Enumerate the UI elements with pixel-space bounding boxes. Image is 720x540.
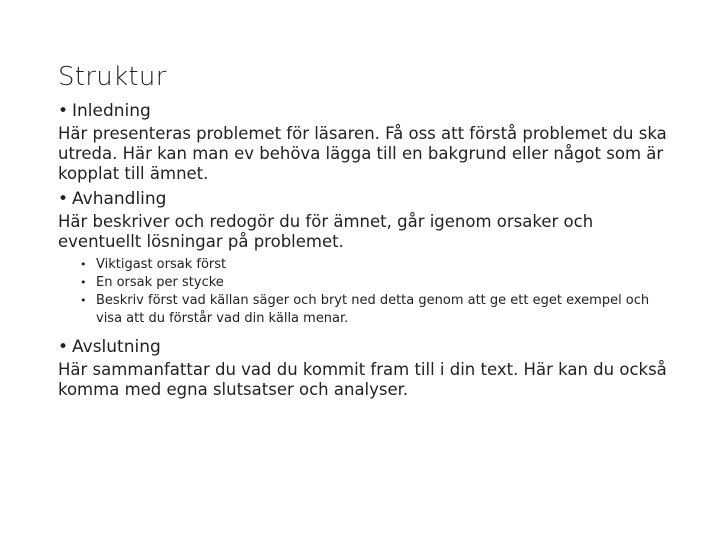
bullet-icon: • <box>58 189 69 209</box>
sub-bullet-item: • En orsak per stycke <box>80 275 224 290</box>
section-text: Här presenteras problemet för läsaren. Få oss att förstå problemet du ska utreda. Här kan man ev behöva lägga till en bakgrund eller något som är kopplat till ämnet. <box>58 124 667 183</box>
section-heading: • Avslutning <box>58 337 161 357</box>
sub-bullet-item: • Beskriv först vad källan säger och bryt ned detta genom att ge ett eget exempel och visa att du förstår vad din källa menar. <box>80 293 650 326</box>
sub-bullet-item: • Viktigast orsak först <box>80 257 227 272</box>
section-text: Här beskriver och redogör du för ämnet, går igenom orsaker och eventuellt lösningar på problemet. <box>58 212 594 251</box>
bullet-icon: • <box>58 101 69 121</box>
bullet-icon: • <box>58 337 69 357</box>
sub-bullet-icon: • <box>80 276 87 289</box>
section-heading: • Avhandling <box>58 189 167 209</box>
slide-content <box>58 100 670 404</box>
section-avslutning <box>58 336 670 400</box>
section-text: Här sammanfattar du vad du kommit fram till i din text. Här kan du också komma med egna slutsatser och analyser. <box>58 360 667 399</box>
section-inledning <box>58 100 670 184</box>
section-avhandling <box>58 188 670 328</box>
section-heading: • Inledning <box>58 101 151 121</box>
sub-bullet-icon: • <box>80 258 87 271</box>
sub-bullet-list <box>80 256 670 328</box>
slide-title: Struktur <box>58 62 167 92</box>
sub-bullet-icon: • <box>80 294 87 307</box>
